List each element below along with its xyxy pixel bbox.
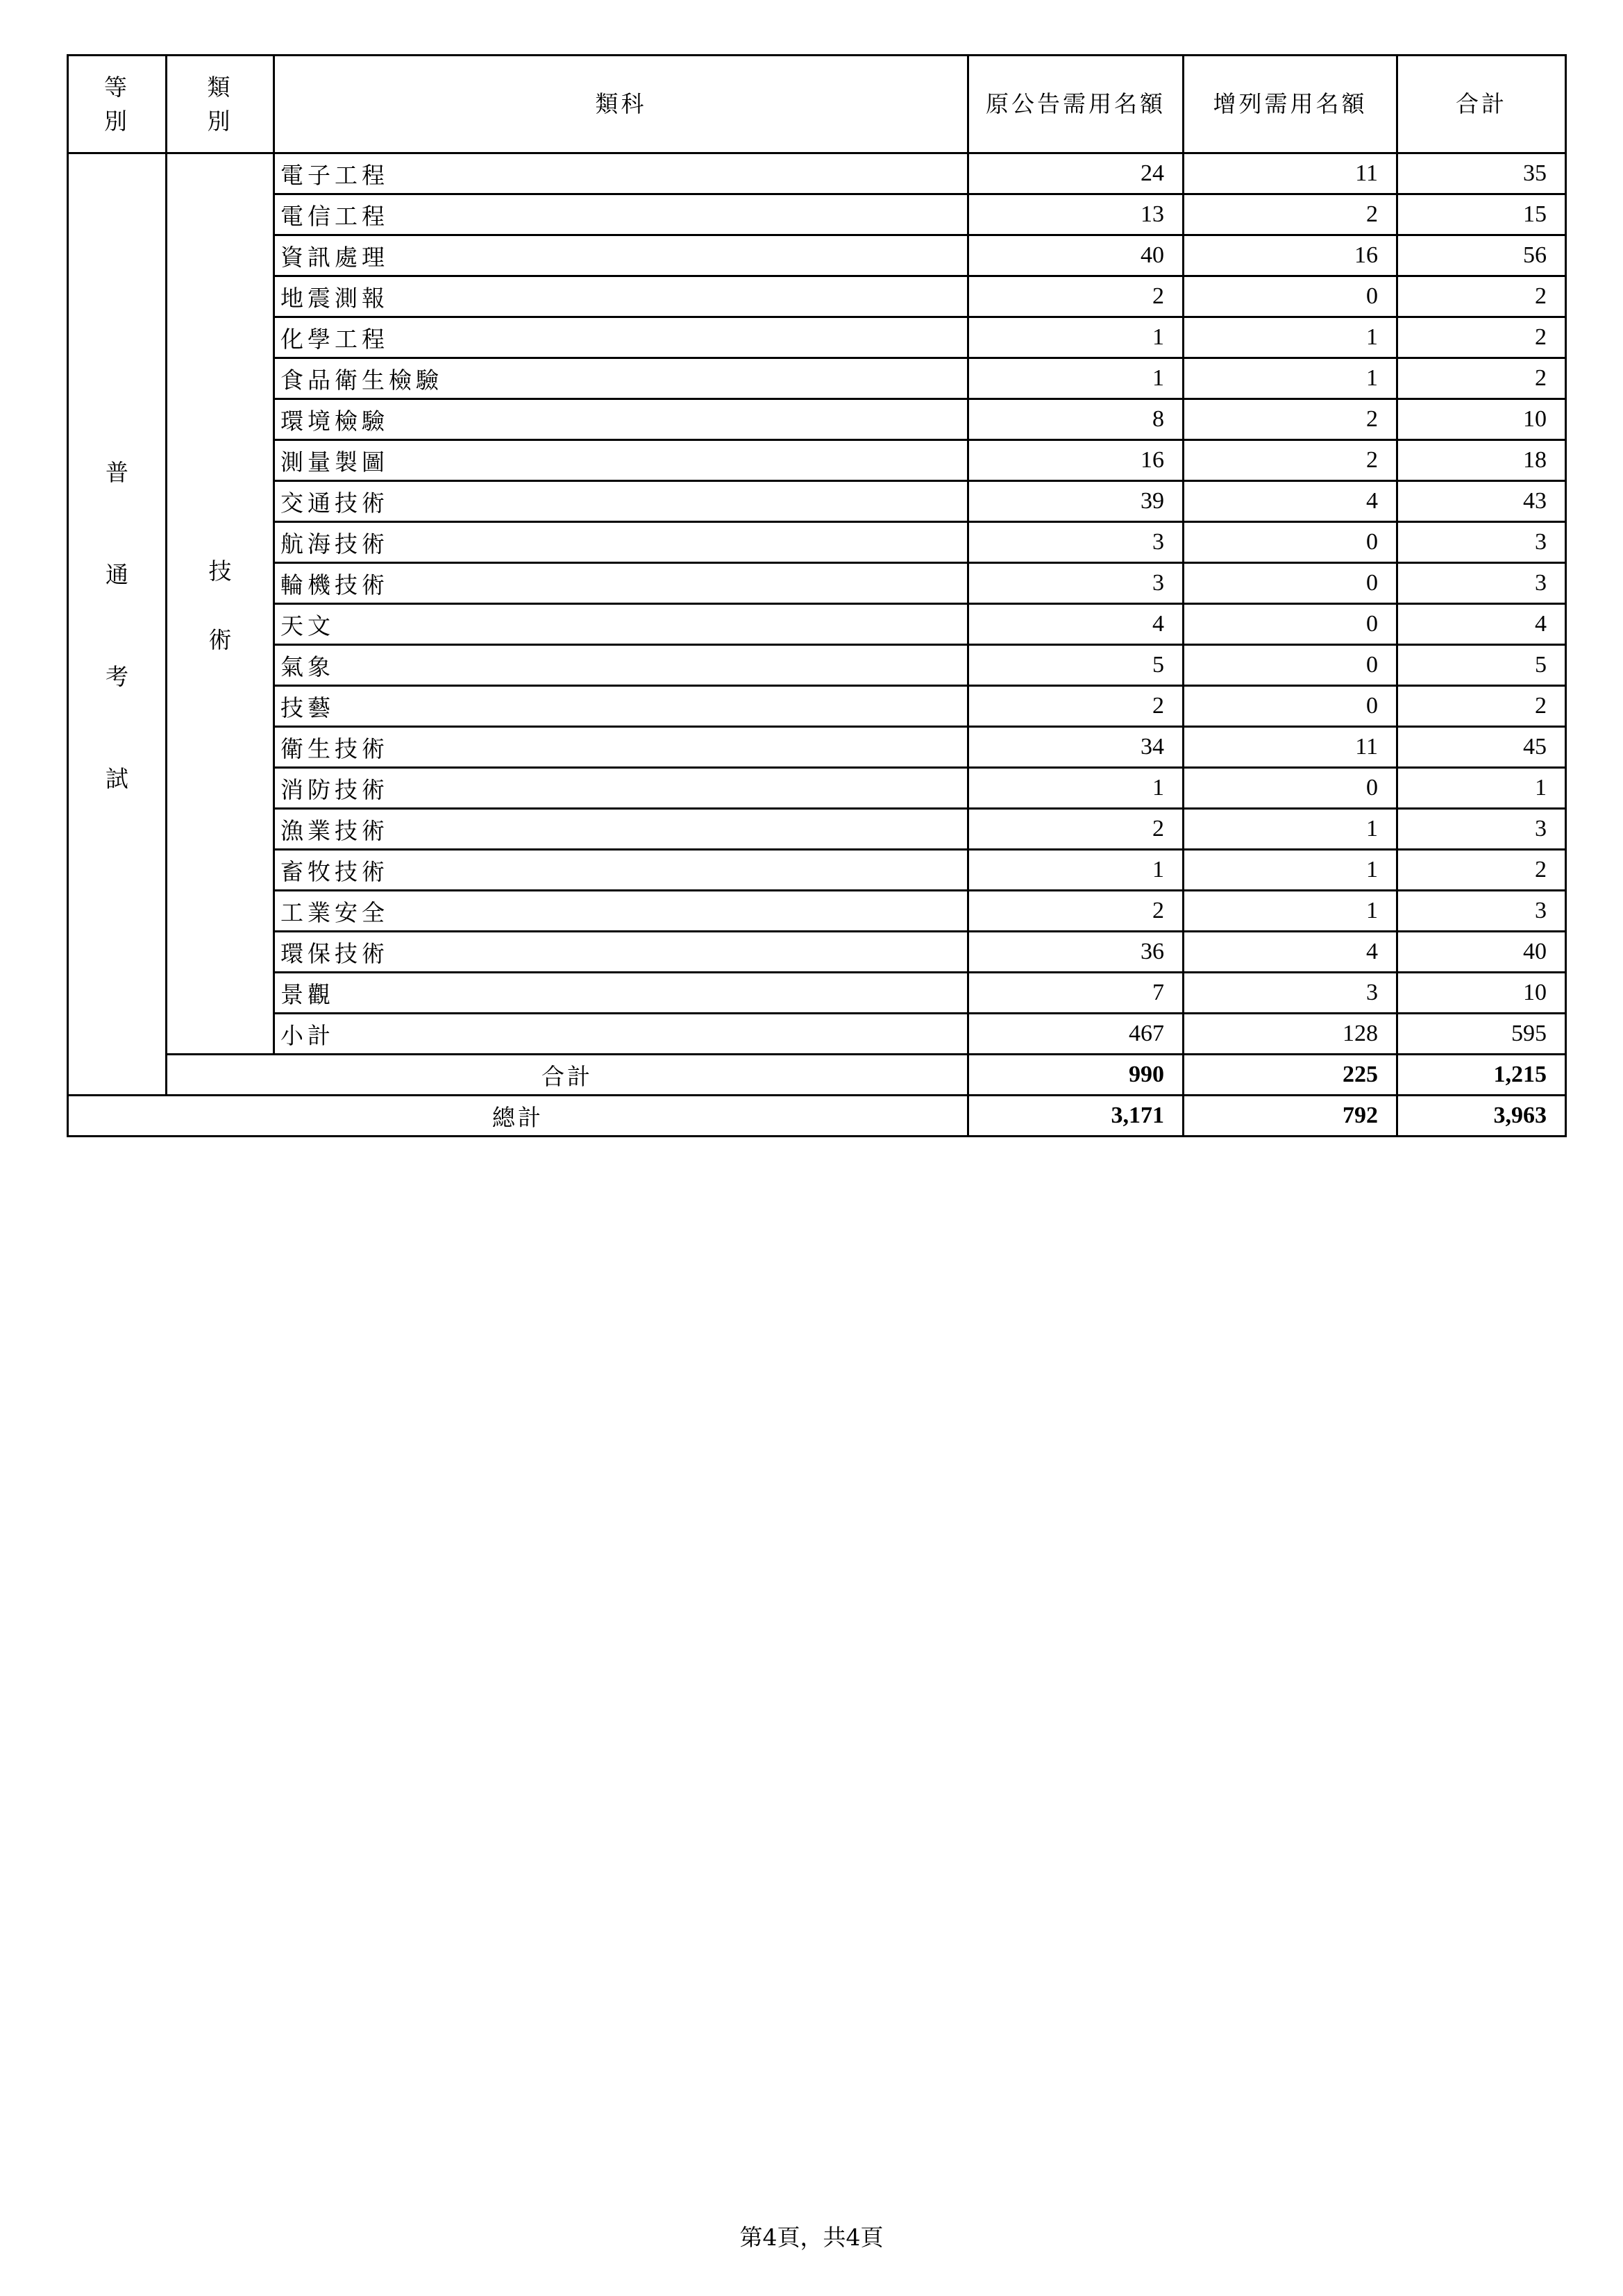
original-cell: 7 [968,973,1184,1014]
total-cell: 15 [1397,194,1566,235]
added-cell: 0 [1184,276,1397,317]
header-total: 合計 [1397,56,1566,153]
header-original: 原公告需用名額 [968,56,1184,153]
added-cell: 2 [1184,399,1397,440]
subject-cell: 環境檢驗 [274,399,968,440]
sum-label: 合計 [167,1055,968,1096]
added-cell: 1 [1184,891,1397,932]
grand-total-original: 3,171 [968,1096,1184,1137]
added-cell: 4 [1184,481,1397,522]
original-cell: 16 [968,440,1184,481]
subject-cell: 化學工程 [274,317,968,358]
header-row [68,56,1566,153]
table-row [68,891,1566,932]
grade-cell [68,153,167,1096]
added-cell: 1 [1184,809,1397,850]
original-cell: 1 [968,768,1184,809]
original-cell: 1 [968,358,1184,399]
header-grade: 等 別 [68,56,167,153]
grand-total-row [68,1096,1566,1137]
total-cell: 5 [1397,645,1566,686]
table-row [68,440,1566,481]
table-row [68,809,1566,850]
grand-total-total: 3,963 [1397,1096,1566,1137]
table-row [68,932,1566,973]
added-cell: 11 [1184,727,1397,768]
original-cell: 1 [968,317,1184,358]
total-cell: 2 [1397,850,1566,891]
original-cell: 5 [968,645,1184,686]
grand-total-label: 總計 [68,1096,968,1137]
original-cell: 13 [968,194,1184,235]
page-footer: 第4頁，共4頁 [739,2224,884,2251]
quota-table [67,54,1567,1137]
grade-label: 普 通 考 試 [106,459,128,792]
subject-cell: 食品衛生檢驗 [274,358,968,399]
category-label: 技 術 [208,557,232,653]
original-cell: 2 [968,809,1184,850]
added-cell: 0 [1184,522,1397,563]
original-cell: 24 [968,153,1184,194]
subject-cell: 資訊處理 [274,235,968,276]
header-subject: 類科 [274,56,968,153]
header-category: 類 別 [167,56,274,153]
table-row [68,604,1566,645]
subject-cell: 工業安全 [274,891,968,932]
added-cell: 1 [1184,317,1397,358]
subject-cell: 畜牧技術 [274,850,968,891]
table-row [68,481,1566,522]
subject-cell: 航海技術 [274,522,968,563]
sum-row [68,1055,1566,1096]
total-cell: 10 [1397,973,1566,1014]
subject-cell: 衛生技術 [274,727,968,768]
added-cell: 1 [1184,850,1397,891]
subject-cell: 環保技術 [274,932,968,973]
table-row [68,235,1566,276]
added-cell: 128 [1184,1014,1397,1055]
table-row [68,358,1566,399]
table-row [68,194,1566,235]
total-cell: 3 [1397,809,1566,850]
original-cell: 3 [968,522,1184,563]
total-cell: 3 [1397,522,1566,563]
total-cell: 40 [1397,932,1566,973]
grand-total-added: 792 [1184,1096,1397,1137]
sum-added: 225 [1184,1055,1397,1096]
added-cell: 2 [1184,440,1397,481]
subject-cell: 技藝 [274,686,968,727]
total-cell: 3 [1397,563,1566,604]
added-cell: 1 [1184,358,1397,399]
original-cell: 2 [968,276,1184,317]
original-cell: 39 [968,481,1184,522]
added-cell: 2 [1184,194,1397,235]
header-added: 增列需用名額 [1184,56,1397,153]
total-cell: 1 [1397,768,1566,809]
sum-total: 1,215 [1397,1055,1566,1096]
added-cell: 0 [1184,563,1397,604]
subject-cell: 電信工程 [274,194,968,235]
table-row [68,317,1566,358]
table-row [68,276,1566,317]
subject-cell: 景觀 [274,973,968,1014]
original-cell: 3 [968,563,1184,604]
original-cell: 40 [968,235,1184,276]
sum-original: 990 [968,1055,1184,1096]
table-row [68,686,1566,727]
table-row [68,1014,1566,1055]
total-cell: 595 [1397,1014,1566,1055]
table-row [68,153,1566,194]
total-cell: 35 [1397,153,1566,194]
table-row [68,768,1566,809]
subject-cell: 天文 [274,604,968,645]
original-cell: 2 [968,686,1184,727]
total-cell: 2 [1397,686,1566,727]
subject-cell: 消防技術 [274,768,968,809]
total-cell: 2 [1397,317,1566,358]
total-cell: 3 [1397,891,1566,932]
subject-cell: 測量製圖 [274,440,968,481]
table-row [68,645,1566,686]
original-cell: 1 [968,850,1184,891]
table-row [68,850,1566,891]
subject-cell: 輪機技術 [274,563,968,604]
total-cell: 56 [1397,235,1566,276]
total-cell: 43 [1397,481,1566,522]
category-cell [167,153,274,1055]
added-cell: 0 [1184,604,1397,645]
added-cell: 11 [1184,153,1397,194]
subject-cell: 小計 [274,1014,968,1055]
subject-cell: 交通技術 [274,481,968,522]
original-cell: 2 [968,891,1184,932]
added-cell: 0 [1184,768,1397,809]
added-cell: 3 [1184,973,1397,1014]
original-cell: 34 [968,727,1184,768]
subject-cell: 氣象 [274,645,968,686]
original-cell: 467 [968,1014,1184,1055]
subject-cell: 地震測報 [274,276,968,317]
table-row [68,563,1566,604]
table-row [68,973,1566,1014]
total-cell: 45 [1397,727,1566,768]
added-cell: 0 [1184,686,1397,727]
total-cell: 18 [1397,440,1566,481]
table-row [68,727,1566,768]
original-cell: 4 [968,604,1184,645]
original-cell: 36 [968,932,1184,973]
subject-cell: 電子工程 [274,153,968,194]
total-cell: 2 [1397,276,1566,317]
original-cell: 8 [968,399,1184,440]
total-cell: 4 [1397,604,1566,645]
subject-cell: 漁業技術 [274,809,968,850]
added-cell: 4 [1184,932,1397,973]
table-row [68,522,1566,563]
total-cell: 10 [1397,399,1566,440]
total-cell: 2 [1397,358,1566,399]
table-row [68,399,1566,440]
added-cell: 16 [1184,235,1397,276]
added-cell: 0 [1184,645,1397,686]
